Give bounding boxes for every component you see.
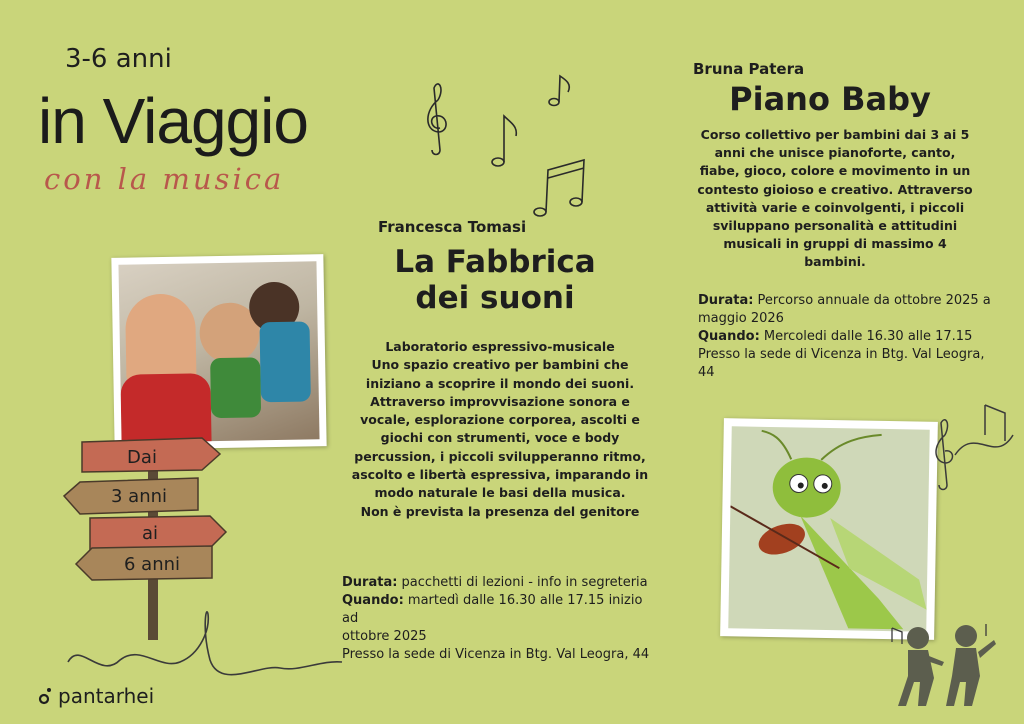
course2-teacher: Bruna Patera <box>693 60 805 78</box>
course1-quando-value: martedì dalle 16.30 alle 17.15 inizio ad <box>342 593 643 626</box>
course1-description <box>340 338 660 521</box>
course1-desc-line: Attraverso improvvisazione sonora e <box>370 393 630 409</box>
course1-desc-line: giochi con strumenti, voce e body <box>380 430 620 446</box>
music-line-icon <box>60 600 350 690</box>
treble-clef-icon <box>925 395 1020 505</box>
course2-description <box>690 126 980 272</box>
child-face-icon <box>125 293 197 384</box>
course2-info <box>698 292 998 382</box>
course2-desc-line: contesto gioioso e creativo. Attraverso <box>697 181 973 197</box>
signpost-line-ai: ai <box>141 522 159 544</box>
dancing-children-icon <box>888 618 1000 710</box>
course2-durata <box>698 292 998 310</box>
grasshopper-illustration <box>720 418 938 640</box>
course1-title <box>360 244 630 316</box>
course2-desc-line: Corso collettivo per bambini dai 3 ai 5 <box>700 127 970 142</box>
course2-desc-line: anni che unisce pianoforte, canto, <box>714 145 956 161</box>
course1-desc-line: vocale, esplorazione corporea, ascolti e <box>360 412 640 428</box>
course1-desc-line: Uno spazio creativo per bambini che <box>371 357 629 373</box>
course2-quando-value: Mercoledi dalle 16.30 alle 17.15 <box>759 329 973 344</box>
course2-quando <box>698 328 998 346</box>
course1-desc-line: modo naturale le basi della musica. <box>374 485 626 501</box>
grasshopper-violin-icon <box>728 426 929 631</box>
child-shirt-icon <box>259 321 310 402</box>
children-photo <box>111 254 326 450</box>
course2-durata-label: Durata: <box>698 293 754 308</box>
course2-durata-value2: maggio 2026 <box>698 311 784 326</box>
course2-desc-line: bambini. <box>804 254 866 270</box>
brand[interactable] <box>38 684 154 708</box>
pantarhei-logo-icon <box>38 687 54 705</box>
course1-teacher: Francesca Tomasi <box>378 218 527 236</box>
grasshopper-image <box>728 426 929 631</box>
course1-quando-label: Quando: <box>342 593 404 608</box>
course1-desc-line: Non è prevista la presenza del genitore <box>360 503 640 519</box>
course1-title-line2: dei suoni <box>415 280 575 316</box>
course2-desc-line: sviluppano personalità e attitudini <box>712 218 958 234</box>
signpost-line-dai: Dai <box>127 446 157 468</box>
course1-desc-line: Laboratorio espressivo-musicale <box>385 339 615 354</box>
signpost-line-3anni: 3 anni <box>110 485 168 507</box>
main-subtitle: con la musica <box>44 162 285 196</box>
course2-desc-line: musicali in gruppi di massimo 4 <box>723 236 947 252</box>
course2-desc-line: fiabe, gioco, colore e movimento in un <box>699 163 971 179</box>
course2-quando-label: Quando: <box>698 329 760 344</box>
course1-desc-line: ascolto e libertà espressiva, imparando in <box>351 467 649 483</box>
course1-info <box>342 574 652 664</box>
main-title: in Viaggio <box>38 85 308 157</box>
course1-quando-value2: ottobre 2025 <box>342 629 427 644</box>
course1-desc-line: percussion, i piccoli svilupperanno ritmo, <box>354 448 646 464</box>
course1-desc-line: iniziano a scoprire il mondo dei suoni. <box>365 375 635 391</box>
course1-quando <box>342 592 652 628</box>
child-shirt-icon <box>210 357 261 418</box>
brand-name: pantarhei <box>58 684 155 708</box>
course2-desc-line: attività varie e coinvolgenti, i piccoli <box>705 199 965 215</box>
course1-durata <box>342 574 652 592</box>
course2-location: Presso la sede di Vicenza in Btg. Val Leogra, 44 <box>698 347 985 380</box>
course2-durata-value: Percorso annuale da ottobre 2025 a <box>753 293 991 308</box>
signpost-line-6anni: 6 anni <box>123 553 181 575</box>
course1-durata-label: Durata: <box>342 575 398 590</box>
course2-title: Piano Baby <box>729 80 931 118</box>
children-photo-image <box>118 261 319 442</box>
course1-location: Presso la sede di Vicenza in Btg. Val Leogra, 44 <box>342 647 650 662</box>
music-notes-icon <box>410 70 610 220</box>
course1-durata-value: pacchetti di lezioni - info in segreteria <box>397 575 648 590</box>
age-range-label: 3-6 anni <box>65 44 172 74</box>
course1-title-line1: La Fabbrica <box>394 244 596 280</box>
